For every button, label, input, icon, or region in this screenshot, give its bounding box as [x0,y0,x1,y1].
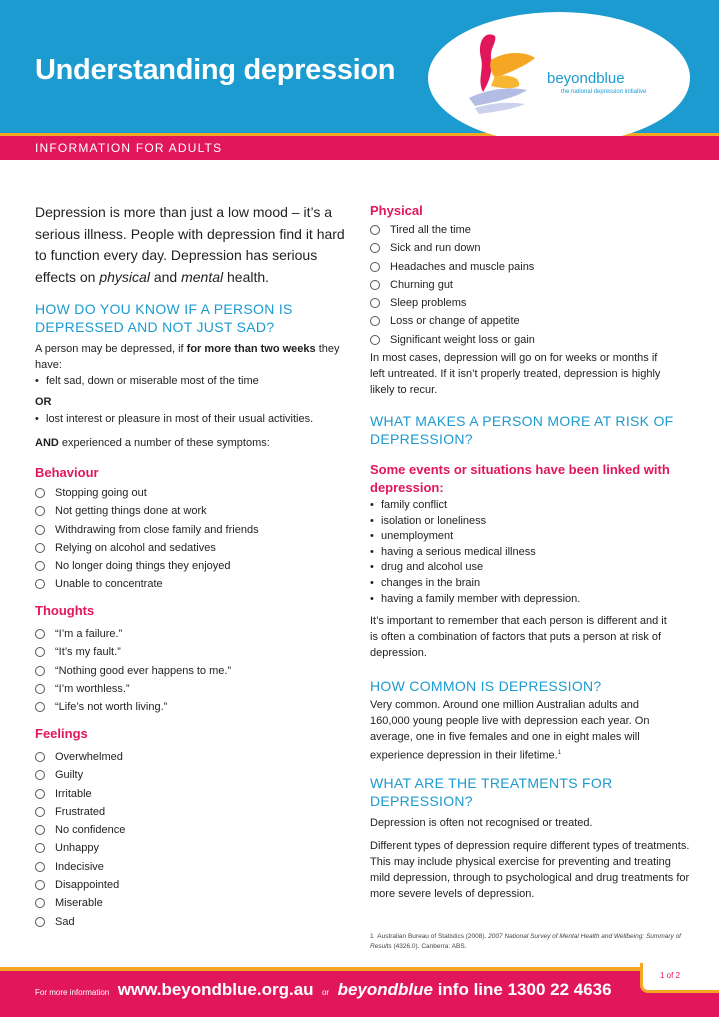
thoughts-checklist [35,626,340,717]
list-item: • having a family member with depression. [370,592,690,608]
q1-paragraph: A person may be depressed, if for more than two weeks they have: [35,343,340,371]
checklist-item [35,485,340,503]
subtitle-text: INFORMATION FOR ADULTS [35,141,223,155]
checkbox-circle-icon[interactable] [35,789,45,799]
checklist-item [35,840,340,858]
checkbox-circle-icon[interactable] [370,298,380,308]
q1-bullet-list-b [35,412,340,428]
checklist-item [35,877,340,895]
checklist-item-label: No longer doing things they enjoyed [55,560,231,573]
checkbox-circle-icon[interactable] [35,752,45,762]
checklist-item [35,576,340,594]
checklist-item [370,222,690,240]
risk-subheading: Some events or situations have been linked with depression: [370,462,670,495]
checklist-item [35,859,340,877]
checkbox-circle-icon[interactable] [370,335,380,345]
checkbox-circle-icon[interactable] [35,525,45,535]
or-label: OR [35,396,52,408]
logo-tagline: the national depression initiative [561,89,647,95]
checklist-item-label: Overwhelmed [55,751,123,763]
checklist-item-label: Indecisive [55,860,104,873]
checklist-item-label: Guilty [55,769,84,782]
checkbox-circle-icon[interactable] [35,629,45,639]
checklist-item-label: Sleep problems [390,297,467,310]
page-number: 1 of 2 [660,971,681,980]
checklist-item-label: Stopping going out [55,487,147,499]
checklist-item-label: Unable to concentrate [55,578,163,591]
checkbox-circle-icon[interactable] [35,862,45,872]
checklist-item-label: Churning gut [390,278,453,291]
physical-paragraph: In most cases, depression will go on for weeks or months if left untreated. If it isn’t properly treated, depression is highly likely to recur. [370,352,661,396]
checklist-item-label: “Nothing good ever happens to me.” [55,664,232,677]
checklist-item-label: “It’s my fault.” [55,646,121,659]
risk-paragraph: It’s important to remember that each person is different and it is often a combination of factors that puts a person at risk of depression. [370,615,667,659]
checklist-item-label: Sick and run down [390,242,481,255]
section-heading-risk: WHAT MAKES A PERSON MORE AT RISK OF DEPRESSION? [370,413,674,447]
checklist-item [35,786,340,804]
checkbox-circle-icon[interactable] [35,666,45,676]
checklist-item [35,749,340,767]
risk-bullet-list [370,498,690,607]
list-item: • changes in the brain [370,576,690,592]
website-link[interactable]: www.beyondblue.org.au [117,980,314,999]
info-line-phone[interactable]: info line 1300 22 4636 [432,980,612,999]
checkbox-circle-icon[interactable] [35,647,45,657]
checklist-item-label: No confidence [55,824,126,837]
behaviour-heading: Behaviour [35,465,99,480]
checklist-item [370,332,690,350]
checkbox-circle-icon[interactable] [35,807,45,817]
list-item: • felt sad, down or miserable most of the time [35,374,340,390]
logo-wordmark: beyondblue [547,70,625,87]
list-item: • unemployment [370,529,690,545]
list-item: • drug and alcohol use [370,560,690,576]
checkbox-circle-icon[interactable] [35,488,45,498]
list-item: • having a serious medical illness [370,545,690,561]
footer-contact [35,980,612,1000]
checklist-item-label: Headaches and muscle pains [390,260,535,273]
checkbox-circle-icon[interactable] [35,917,45,927]
checklist-item [370,259,690,277]
checkbox-circle-icon[interactable] [35,684,45,694]
or-label: or [321,988,330,997]
checkbox-circle-icon[interactable] [35,561,45,571]
checklist-item [35,644,340,662]
checklist-item [35,540,340,558]
checkbox-circle-icon[interactable] [35,702,45,712]
checkbox-circle-icon[interactable] [370,243,380,253]
checklist-item [35,522,340,540]
q1-bullet-list-a [35,374,340,390]
and-paragraph: AND experienced a number of these symptoms: [35,437,270,449]
checkbox-circle-icon[interactable] [370,262,380,272]
checklist-item [35,663,340,681]
list-item: • lost interest or pleasure in most of their usual activities. [35,412,340,428]
checklist-item-label: Withdrawing from close family and friends [55,523,259,536]
checklist-item [35,503,340,521]
checklist-item-label: Tired all the time [390,224,471,236]
brand-name: beyondblue [337,980,433,999]
physical-checklist [370,222,690,350]
section-heading-how-common: HOW COMMON IS DEPRESSION? [370,678,602,694]
checkbox-circle-icon[interactable] [370,280,380,290]
checklist-item-label: Frustrated [55,805,106,818]
checkbox-circle-icon[interactable] [35,543,45,553]
checklist-item-label: Loss or change of appetite [390,315,520,328]
checkbox-circle-icon[interactable] [35,880,45,890]
checkbox-circle-icon[interactable] [35,898,45,908]
checkbox-circle-icon[interactable] [35,506,45,516]
checkbox-circle-icon[interactable] [35,843,45,853]
checklist-item-label: Disappointed [55,879,120,892]
footnote: 1 Australian Bureau of Statistics (2008). 2007 National Survey of Mental Health and Wellbeing: Summary of Results (4326.0). Canberra: ABS. [370,933,681,950]
checklist-item [35,895,340,913]
checklist-item-label: “I’m worthless.” [55,682,130,695]
checklist-item [35,699,340,717]
checklist-item [35,914,340,932]
checklist-item-label: Unhappy [55,842,100,855]
checklist-item [35,558,340,576]
intro-paragraph: Depression is more than just a low mood – it’s a serious illness. People with depression find it hard to function every day. Depression has serious effects on physical and mental health. [35,204,345,285]
checklist-item-label: Sad [55,915,75,928]
checklist-item [35,626,340,644]
checklist-item-label: “I’m a failure.” [55,628,123,640]
checklist-item [370,313,690,331]
checklist-item-label: Not getting things done at work [55,505,207,518]
more-info-label: For more information [35,988,110,997]
treatment-paragraph-1: Depression is often not recognised or treated. [370,817,593,829]
section-heading-treatments: WHAT ARE THE TREATMENTS FOR DEPRESSION? [370,775,613,809]
checklist-item-label: “Life’s not worth living.” [55,701,168,714]
checklist-item [370,240,690,258]
checklist-item [35,822,340,840]
feelings-checklist [35,749,340,932]
physical-heading: Physical [370,203,423,218]
checklist-item [370,295,690,313]
section-heading-how-do-you-know: HOW DO YOU KNOW IF A PERSON IS DEPRESSED AND NOT JUST SAD? [35,301,293,335]
footnote-ref: 1 [557,750,562,756]
checklist-item-label: Significant weight loss or gain [390,333,535,346]
checkbox-circle-icon[interactable] [370,316,380,326]
checkbox-circle-icon[interactable] [35,825,45,835]
checklist-item-label: Relying on alcohol and sedatives [55,541,216,554]
checklist-item [370,277,690,295]
checklist-item-label: Irritable [55,787,92,800]
page-title: Understanding depression [35,54,396,86]
feelings-heading: Feelings [35,726,88,741]
checkbox-circle-icon[interactable] [370,225,380,235]
checklist-item [35,681,340,699]
behaviour-checklist [35,485,340,595]
checklist-item [35,767,340,785]
treatment-paragraph-2: Different types of depression require different types of treatments. This may include physical exercise for preventing and treating mild depression, through to psychological and drug treatments for more severe levels of depression. [370,840,690,900]
checklist-item [35,804,340,822]
thoughts-heading: Thoughts [35,603,95,618]
checkbox-circle-icon[interactable] [35,579,45,589]
common-paragraph: Very common. Around one million Australian adults and 160,000 young people live with depression each year. On average, one in five females and one in eight males will experience depression in their lifetime.$^1$ [370,699,650,762]
list-item: • family conflict [370,498,690,514]
checklist-item-label: Miserable [55,897,103,910]
butterfly-logo-icon [455,28,550,128]
checkbox-circle-icon[interactable] [35,770,45,780]
list-item: • isolation or loneliness [370,514,690,530]
